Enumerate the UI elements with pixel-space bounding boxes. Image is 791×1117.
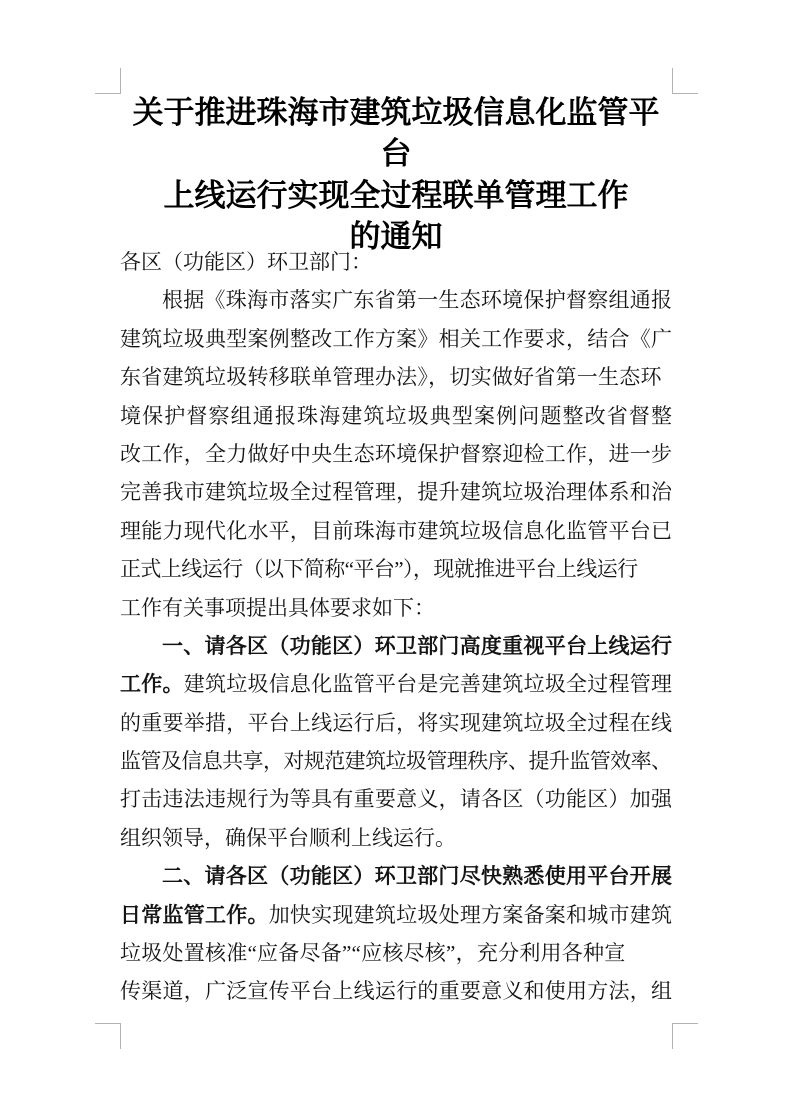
document-title xyxy=(120,92,672,258)
body-text: 境保护督察组通报珠海建筑垃圾典型案例问题整改省督整 xyxy=(120,403,674,428)
body-text: 东省建筑垃圾转移联单管理办法》，切实做好省第一生态环 xyxy=(120,365,662,390)
body-text: 建筑垃圾信息化监管平台是完善建筑垃圾全过程管理 xyxy=(183,672,673,697)
body-text: 加快实现建筑垃圾处理方案备案和城市建筑 xyxy=(268,902,673,927)
body-line xyxy=(120,358,672,396)
body-line xyxy=(120,589,672,627)
crop-mark-bottom-right-icon xyxy=(672,1023,698,1049)
body-line xyxy=(120,934,672,972)
crop-mark-top-right-icon xyxy=(672,68,698,94)
body-text: 组织领导，确保平台顺利上线运行。 xyxy=(120,825,456,850)
body-text: 建筑垃圾典型案例整改工作方案》相关工作要求，结合《广 xyxy=(120,326,673,351)
body-line xyxy=(120,819,672,857)
body-text: 监管及信息共享，对规范建筑垃圾管理秩序、提升监管效率、 xyxy=(120,749,672,774)
body-text: 传渠道，广泛宣传平台上线运行的重要意义和使用方法，组 xyxy=(120,979,673,1004)
body-text-bold: 日常监管工作。 xyxy=(120,903,269,927)
body-line xyxy=(120,627,672,665)
body-text: 改工作，全力做好中央生态环境保护督察迎检工作，进一步 xyxy=(120,441,673,466)
body-line xyxy=(120,896,672,934)
body-text: 打击违法违规行为等具有重要意义，请各区（功能区）加强 xyxy=(120,787,673,812)
body-text: 工作有关事项提出具体要求如下： xyxy=(120,595,435,620)
body-line xyxy=(120,435,672,473)
body-text: 完善我市建筑垃圾全过程管理，提升建筑垃圾治理体系和治 xyxy=(120,480,673,505)
body-text-bold: 工作。 xyxy=(120,673,184,697)
document-body xyxy=(120,243,672,1011)
body-text-bold: 一、请各区（功能区）环卫部门高度重视平台上线运行 xyxy=(162,634,673,658)
body-text: 的重要举措，平台上线运行后，将实现建筑垃圾全过程在线 xyxy=(120,710,673,735)
title-line-3: 的通知 xyxy=(349,219,443,255)
body-line xyxy=(120,780,672,818)
body-line xyxy=(120,512,672,550)
body-line xyxy=(120,281,672,319)
body-line xyxy=(120,243,672,281)
body-line xyxy=(120,550,672,588)
body-line xyxy=(120,972,672,1010)
body-line xyxy=(120,473,672,511)
body-line xyxy=(120,320,672,358)
title-line-1: 关于推进珠海市建筑垃圾信息化监管平台 xyxy=(132,95,660,172)
body-text: 各区（功能区）环卫部门： xyxy=(120,250,372,274)
body-text: 根据《珠海市落实广东省第一生态环境保护督察组通报 xyxy=(162,288,673,313)
body-line xyxy=(120,742,672,780)
body-line xyxy=(120,397,672,435)
body-line xyxy=(120,704,672,742)
crop-mark-top-left-icon xyxy=(95,68,121,94)
body-line xyxy=(120,857,672,895)
body-text: 垃圾处置核准“应备尽备”“应核尽核”，充分利用各种宣 xyxy=(120,941,626,966)
body-text: 正式上线运行（以下简称“平台”），现就推进平台上线运行 xyxy=(120,557,638,582)
title-line-2: 上线运行实现全过程联单管理工作 xyxy=(163,177,629,213)
crop-mark-bottom-left-icon xyxy=(95,1023,121,1049)
body-text: 理能力现代化水平，目前珠海市建筑垃圾信息化监管平台已 xyxy=(120,518,673,543)
body-line xyxy=(120,665,672,703)
body-text-bold: 二、请各区（功能区）环卫部门尽快熟悉使用平台开展 xyxy=(162,865,673,889)
